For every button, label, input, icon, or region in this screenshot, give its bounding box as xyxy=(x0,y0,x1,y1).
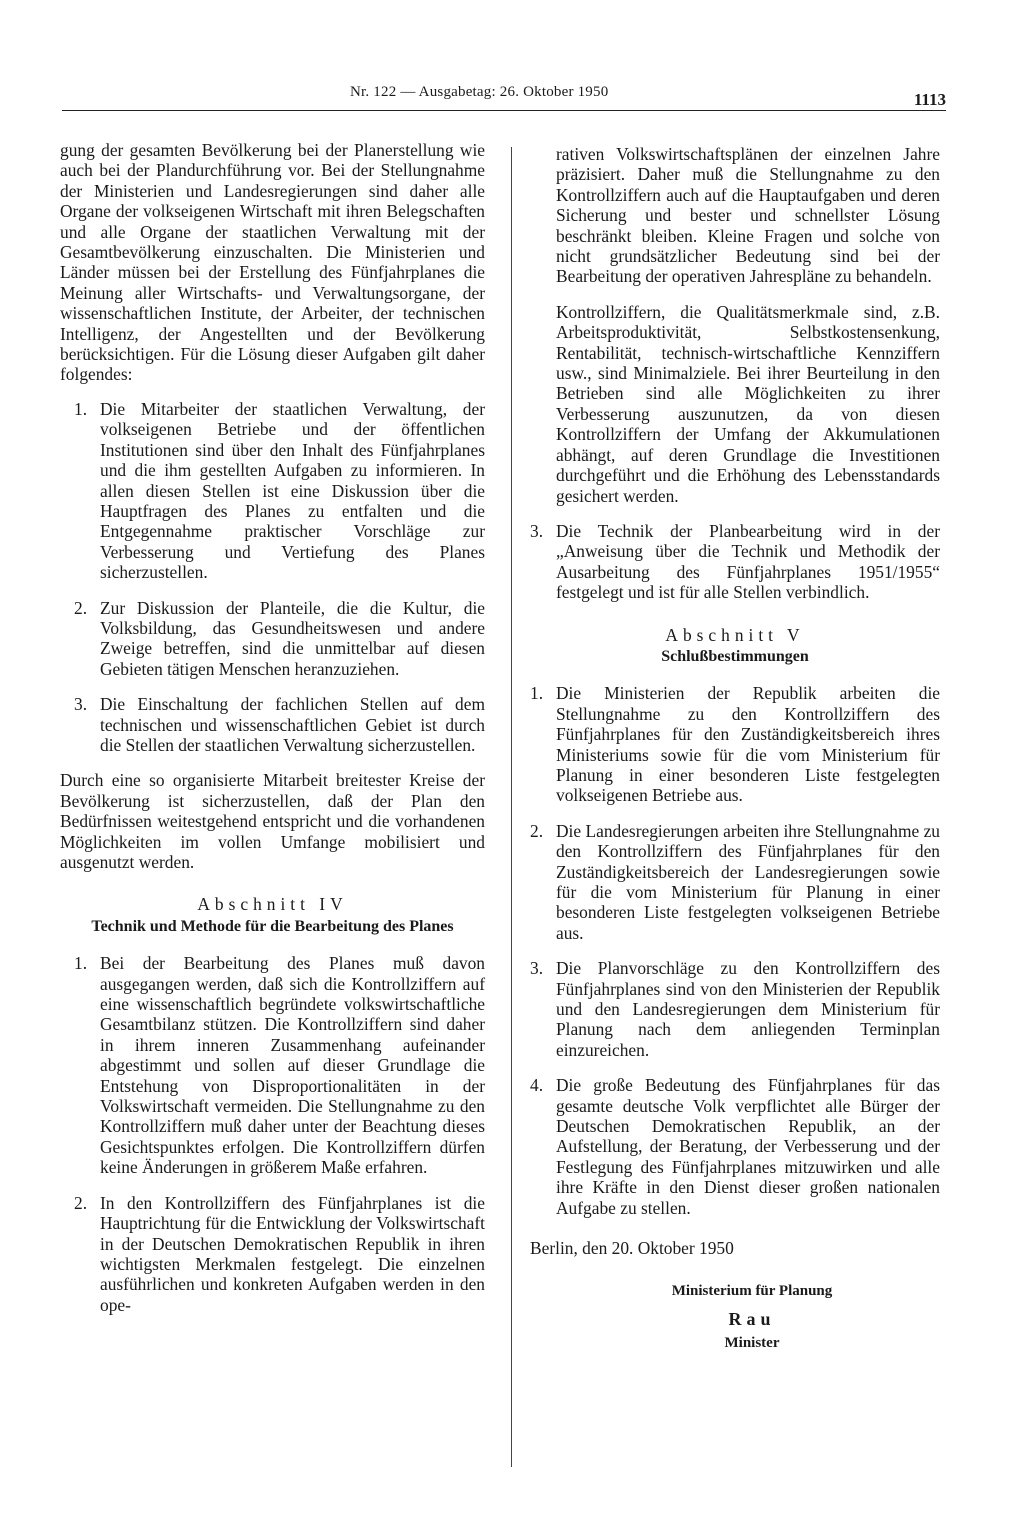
section-heading: Abschnitt V xyxy=(665,624,805,645)
list-item xyxy=(530,1075,940,1218)
list-item xyxy=(60,1193,485,1315)
item-text: Die Einschaltung der fachlichen Stellen auf dem technischen und wissenschaftlichen Gebiet ist durch die Stellen der staatlichen Verwaltung sicherzustellen. xyxy=(100,694,485,755)
item-number: 3. xyxy=(530,520,544,541)
list-item xyxy=(60,694,485,755)
indent-spacer xyxy=(530,144,556,287)
paragraph-block xyxy=(530,302,940,506)
item-number: 4. xyxy=(530,1075,544,1096)
list-item xyxy=(530,521,940,603)
list-item xyxy=(60,399,485,583)
item-number: 1. xyxy=(74,398,88,419)
signatory-organization: Ministerium für Planung xyxy=(671,1282,833,1299)
list-item xyxy=(60,598,485,680)
signatory-role: Minister xyxy=(724,1335,780,1352)
page-header xyxy=(62,84,946,111)
item-text: Die Landesregierungen arbeiten ihre Stellungnahme zu den Kontrollziffern des Fünfjahrplanes für den Zuständigkeitsbereich der Landesregierungen sowie für die vom Ministerium für Planung in einer besonderen Liste festgelegten volkseigenen Betriebe aus. xyxy=(556,820,940,943)
continuation-block xyxy=(530,144,940,287)
item-text: In den Kontrollziffern des Fünfjahrplanes ist die Hauptrichtung für die Entwicklung der Volkswirtschaft in der Deutschen Demokratischen Republik in ihren wichtigsten Merkmalen festgelegt. Die einzelnen ausführlichen und konkreten Aufgaben werden in den ope- xyxy=(100,1192,485,1315)
column-divider xyxy=(511,147,512,1467)
place-date: Berlin, den 20. Oktober 1950 xyxy=(530,1238,734,1259)
item-number: 2. xyxy=(530,820,544,841)
signatory-name: Rau xyxy=(728,1308,776,1329)
item-text: Bei der Bearbeitung des Planes muß davon ausgegangen werden, daß sich die Kontrollziffern auf eine wissenschaftlich begründete volkswirtschaftliche Gesamtbilanz stützen. Die Kontrollziffern sind daher in ihrem inneren Zusammenhang aufeinander abgestimmt und sollen auf dieser Grundlage die Entstehung von Disproportionalitäten in der Volkswirtschaft vermeiden. Die Stellungnahme zu den Kontrollziffern muß daher unter der Beachtung dieses Gesichtspunktes erfolgen. Die Kontrollziffern dürfen keine Änderungen in größerem Maße erfahren. xyxy=(100,953,485,1178)
list-item xyxy=(530,958,940,1060)
list-item xyxy=(60,953,485,1177)
intro-paragraph: gung der gesamten Bevölkerung bei der Planerstellung wie auch bei der Plandurchführung vor. Bei der Stellungnahme der Ministerien und Landesregierungen sind daher alle Organe der volkseigenen Wirtschaft mit ihren Belegschaften und alle Organe der staatlichen Verwaltung mit der Gesamtbevölkerung einzuschalten. Die Ministerien und Länder müssen bei der Erstellung des Fünfjahrplanes die Meinung aller Wirtschafts- und Verwaltungsorgane, der wissenschaftlichen Institute, der Arbeiter, der technischen Intelligenz, der Angestellten und der Bevölkerung berücksichtigen. Für die Lösung dieser Aufgaben gilt daher folgendes: xyxy=(60,140,485,385)
issue-title: Nr. 122 — Ausgabetag: 26. Oktober 1950 xyxy=(350,84,609,100)
section-subtitle: Technik und Methode für die Bearbeitung des Planes xyxy=(91,917,454,935)
item-text: Die große Bedeutung des Fünfjahrplanes für das gesamte deutsche Volk verpflichtet alle Bürger der Deutschen Demokratischen Republik, an der Aufstellung, der Beratung, der Verbesserung und der Festlegung des Fünfjahrplanes mitzuwirken und alle ihre Kräfte in den Dienst dieser großen nationalen Aufgabe zu stellen. xyxy=(556,1075,940,1218)
page-number: 1113 xyxy=(913,90,946,109)
item-number: 2. xyxy=(74,597,88,618)
item-text: Zur Diskussion der Planteile, die die Kultur, die Volksbildung, das Gesundheitswesen und andere Zweige betreffen, sind die unmittelbar auf diesen Gebieten tätigen Menschen heranzuziehen. xyxy=(100,597,485,679)
section-subtitle: Schlußbestimmungen xyxy=(661,647,809,665)
indent-spacer xyxy=(530,302,556,506)
list-item xyxy=(530,821,940,943)
continuation-text: rativen Volkswirtschaftsplänen der einzelnen Jahre präzisiert. Daher muß die Stellungnahme zu den Kontrollziffern auch auf die Hauptaufgaben und deren Sicherung und bester und schnellster Lösung beschränkt bleiben. Kleine Fragen und solche von nicht grundsätzlicher Bedeutung sind bei der Bearbeitung der operativen Jahrespläne zu behandeln. xyxy=(556,144,940,287)
section-heading: Abschnitt IV xyxy=(197,894,348,915)
item-number: 3. xyxy=(74,694,88,715)
left-column xyxy=(60,140,485,1330)
item-number: 1. xyxy=(74,953,88,974)
paragraph-text: Kontrollziffern, die Qualitätsmerkmale sind, z.B. Arbeitsproduktivität, Selbstkostensenkung, Rentabilität, technisch-wirtschaftliche Kennziffern usw., sind Minimalziele. Bei ihrer Beurteilung in den Betrieben sind alle Möglichkeiten zu ihrer Verbesserung auszunutzen, da von diesen Kontrollziffern der Umfang der Akkumulationen abhängt, auf deren Grundlage die Investitionen durchgeführt und die Erhöhung des Lebensstandards gesichert werden. xyxy=(556,301,940,506)
item-text: Die Ministerien der Republik arbeiten die Stellungnahme zu den Kontrollziffern des Fünfjahrplanes für den Zuständigkeitsbereich ihres Ministeriums sowie für die vom Ministerium für Planung in einer besonderen Liste festgelegten volkseigenen Betriebe aus. xyxy=(556,683,940,806)
item-text: Die Technik der Planbearbeitung wird in der „Anweisung über die Technik und Methodik der Ausarbeitung des Fünfjahrplanes 1951/1955“ festgelegt und ist für alle Stellen verbindlich. xyxy=(556,520,940,603)
item-number: 1. xyxy=(530,683,544,704)
item-number: 3. xyxy=(530,958,544,979)
list-item xyxy=(530,683,940,805)
item-number: 2. xyxy=(74,1192,88,1213)
closing-paragraph: Durch eine so organisierte Mitarbeit breitester Kreise der Bevölkerung ist sicherzustellen, daß der Plan den Bedürfnissen weitestgehend entspricht und die vorhandenen Möglichkeiten im vollen Umfange mobilisiert und ausgenutzt werden. xyxy=(60,770,485,872)
right-column xyxy=(530,144,940,1354)
item-text: Die Mitarbeiter der staatlichen Verwaltung, der volkseigenen Betriebe und der öffentlichen Institutionen sind über den Inhalt des Fünfjahrplanes und die ihm gestellten Aufgaben zu informieren. In allen diesen Stellen ist eine Diskussion über die Hauptfragen des Planes zu entfalten und die Entgegennahme praktischer Vorschläge zur Verbesserung und Vertiefung des Planes sicherzustellen. xyxy=(100,398,485,583)
item-text: Die Planvorschläge zu den Kontrollziffern des Fünfjahrplanes sind von den Ministerien der Republik und den Landesregierungen dem Ministerium für Planung nach dem anliegenden Terminplan einzureichen. xyxy=(556,958,940,1060)
